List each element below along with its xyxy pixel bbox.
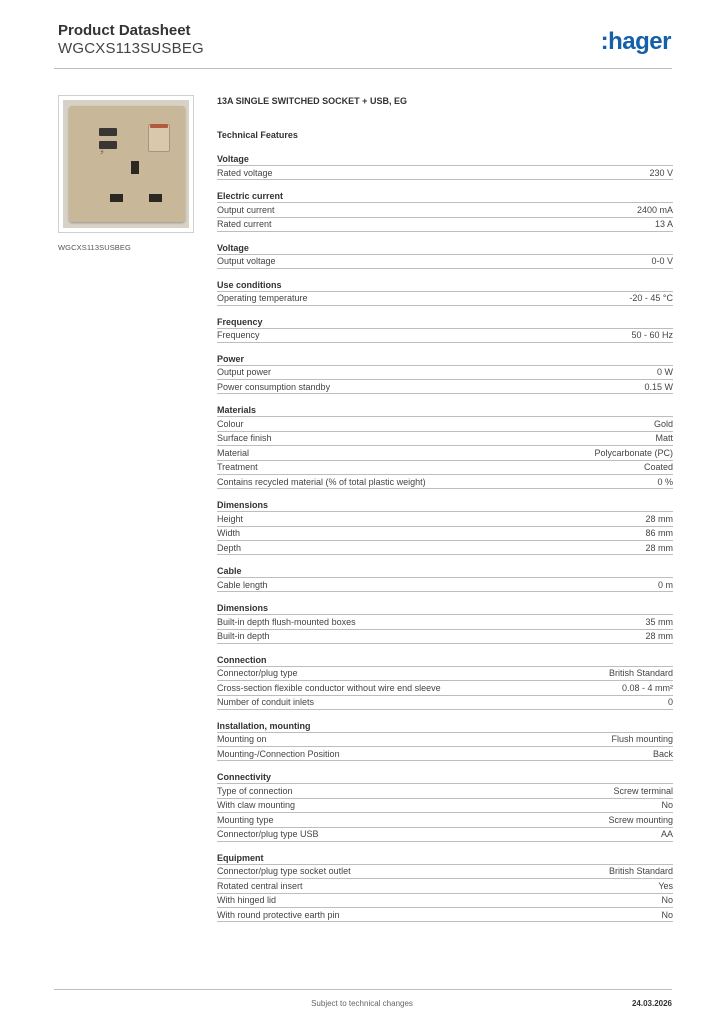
product-image: [58, 95, 194, 233]
footer-note: Subject to technical changes: [311, 999, 413, 1008]
spec-value: 35 mm: [645, 616, 673, 627]
spec-row: [217, 827, 673, 842]
spec-row: [217, 431, 673, 446]
spec-row: [217, 540, 673, 555]
section-title: Dimensions: [217, 603, 269, 613]
spec-label: Rotated central insert: [217, 880, 303, 891]
section-title: Connection: [217, 654, 267, 665]
spec-value: Flush mounting: [611, 734, 673, 745]
spec-label: Connector/plug type USB: [217, 829, 319, 839]
spec-row: [217, 783, 673, 798]
spec-section: [217, 654, 673, 710]
spec-label: Surface finish: [217, 433, 272, 444]
usb-port-icon: [99, 128, 117, 136]
footer-divider: [54, 989, 672, 990]
spec-label: Mounting on: [217, 734, 267, 745]
spec-section: [217, 720, 673, 762]
spec-row: [217, 254, 673, 269]
spec-value: British Standard: [608, 866, 673, 877]
section-title: Installation, mounting: [217, 720, 311, 731]
section-title: Voltage: [217, 242, 249, 253]
spec-value: Matt: [655, 433, 673, 444]
features-heading: Technical Features: [217, 130, 298, 140]
spec-value: 28 mm: [645, 631, 673, 641]
spec-label: Frequency: [217, 330, 260, 340]
spec-label: Height: [217, 513, 244, 524]
spec-row: [217, 445, 673, 460]
product-photo-background: [63, 100, 189, 228]
spec-value: Gold: [653, 418, 673, 429]
spec-row: [217, 878, 673, 893]
spec-value: No: [661, 895, 673, 906]
spec-row: [217, 526, 673, 541]
product-code: WGCXS113SUSBEG: [58, 40, 204, 57]
spec-section: [217, 316, 673, 343]
spec-value: 50 - 60 Hz: [631, 330, 673, 340]
spec-row: [217, 629, 673, 644]
spec-value: Back: [652, 748, 673, 759]
header-divider: [54, 68, 672, 69]
spec-section: [217, 404, 673, 489]
spec-label: Built-in depth flush-mounted boxes: [217, 616, 356, 627]
spec-label: Mounting-/Connection Position: [217, 748, 340, 759]
spec-section: [217, 602, 673, 644]
spec-label: Rated current: [217, 219, 272, 229]
spec-value: 0 m: [657, 579, 673, 590]
spec-section: [217, 499, 673, 555]
spec-row: [217, 907, 673, 922]
image-caption: WGCXS113SUSBEG: [58, 243, 131, 252]
spec-section: [217, 565, 673, 592]
spec-label: Treatment: [217, 462, 258, 473]
document-header: [58, 22, 673, 68]
rocker-switch-icon: [148, 124, 170, 152]
spec-label: Rated voltage: [217, 167, 273, 178]
spec-row: [217, 416, 673, 431]
switch-indicator-icon: [150, 124, 168, 128]
spec-row: [217, 746, 673, 761]
spec-label: Output current: [217, 204, 275, 215]
spec-row: [217, 732, 673, 747]
spec-value: Screw mounting: [608, 814, 673, 825]
spec-row: [217, 474, 673, 489]
spec-section: [217, 852, 673, 923]
spec-label: Built-in depth: [217, 631, 270, 641]
spec-label: Number of conduit inlets: [217, 697, 315, 707]
spec-value: British Standard: [608, 668, 673, 679]
spec-row: [217, 328, 673, 343]
spec-row: [217, 511, 673, 526]
spec-label: Cross-section flexible conductor without wire end sleeve: [217, 682, 441, 693]
spec-value: Polycarbonate (PC): [594, 447, 673, 458]
section-title: Voltage: [217, 154, 249, 164]
spec-value: 0.08 - 4 mm²: [621, 682, 673, 693]
section-title: Cable: [217, 566, 242, 576]
usb-port-icon: [99, 141, 117, 149]
spec-label: Connector/plug type socket outlet: [217, 866, 351, 877]
spec-section: [217, 190, 673, 232]
spec-value: AA: [660, 829, 673, 839]
spec-section: [217, 242, 673, 269]
section-title: Use conditions: [217, 279, 282, 290]
spec-row: [217, 577, 673, 592]
spec-label: With round protective earth pin: [217, 909, 340, 920]
spec-row: [217, 666, 673, 681]
section-title: Connectivity: [217, 772, 272, 782]
spec-value: No: [661, 800, 673, 811]
spec-label: Output voltage: [217, 256, 276, 266]
footer-date: 24.03.2026: [631, 999, 672, 1008]
spec-label: With claw mounting: [217, 800, 296, 811]
spec-row: [217, 460, 673, 475]
spec-label: Cable length: [217, 579, 268, 590]
spec-value: 0-0 V: [651, 256, 673, 266]
spec-label: Operating temperature: [217, 293, 308, 303]
spec-row: [217, 695, 673, 710]
spec-row: [217, 291, 673, 306]
spec-value: 28 mm: [645, 542, 673, 553]
spec-content: [217, 95, 673, 932]
spec-row: [217, 202, 673, 217]
earth-pin-slot-icon: [131, 161, 139, 174]
section-title: Power: [217, 353, 245, 364]
spec-value: 2400 mA: [636, 204, 673, 215]
spec-value: 230 V: [649, 167, 673, 178]
section-title: Equipment: [217, 852, 264, 863]
spec-sections: [217, 153, 673, 922]
spec-label: Output power: [217, 367, 272, 378]
spec-value: Coated: [643, 462, 673, 473]
spec-row: [217, 614, 673, 629]
section-title: Materials: [217, 405, 257, 415]
spec-value: 0.15 W: [644, 381, 673, 392]
document-title: Product Datasheet: [58, 22, 191, 39]
spec-label: With hinged lid: [217, 895, 277, 906]
spec-label: Colour: [217, 418, 244, 429]
spec-value: No: [661, 909, 673, 920]
section-title: Electric current: [217, 191, 284, 201]
spec-section: [217, 279, 673, 306]
spec-row: [217, 680, 673, 695]
spec-section: [217, 153, 673, 180]
usb-symbol-icon: ⭍: [100, 150, 105, 156]
spec-row: [217, 864, 673, 879]
spec-label: Type of connection: [217, 785, 293, 796]
spec-section: [217, 353, 673, 395]
spec-section: [217, 771, 673, 842]
hager-logo: :hager: [600, 28, 671, 55]
spec-row: [217, 798, 673, 813]
spec-label: Power consumption standby: [217, 381, 331, 392]
section-title: Dimensions: [217, 500, 269, 510]
section-title: Frequency: [217, 316, 263, 327]
spec-value: -20 - 45 °C: [629, 293, 673, 303]
spec-row: [217, 812, 673, 827]
spec-label: Width: [217, 528, 241, 539]
live-pin-slot-icon: [149, 194, 162, 202]
spec-row: [217, 893, 673, 908]
spec-value: 13 A: [654, 219, 673, 229]
spec-row: [217, 379, 673, 394]
spec-value: Screw terminal: [613, 785, 673, 796]
spec-value: 86 mm: [645, 528, 673, 539]
spec-value: 0 W: [656, 367, 673, 378]
spec-label: Depth: [217, 542, 242, 553]
spec-value: 0 %: [657, 476, 673, 487]
spec-label: Material: [217, 447, 250, 458]
spec-label: Contains recycled material (% of total plastic weight): [217, 476, 426, 487]
spec-row: [217, 217, 673, 232]
socket-faceplate: [69, 106, 185, 222]
spec-value: Yes: [658, 880, 673, 891]
spec-value: 28 mm: [645, 513, 673, 524]
spec-label: Mounting type: [217, 814, 274, 825]
product-name: 13A SINGLE SWITCHED SOCKET + USB, EG: [217, 96, 407, 106]
spec-row: [217, 365, 673, 380]
spec-label: Connector/plug type: [217, 668, 298, 679]
spec-row: [217, 165, 673, 180]
neutral-pin-slot-icon: [110, 194, 123, 202]
spec-value: 0: [667, 697, 673, 707]
